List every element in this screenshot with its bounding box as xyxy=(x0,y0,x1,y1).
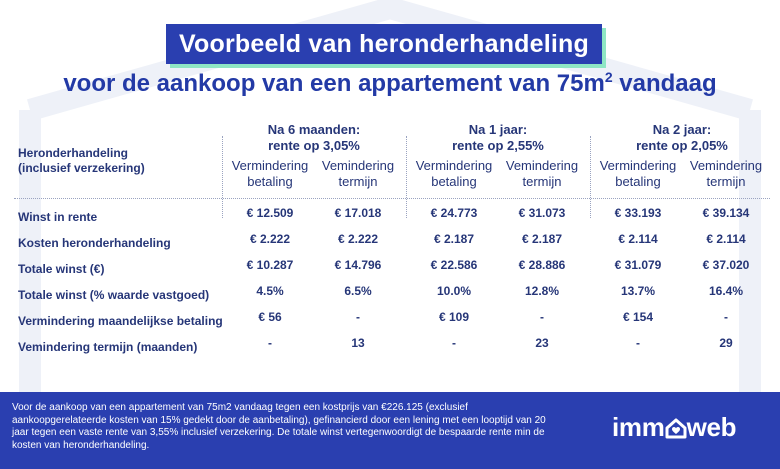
subtitle-end: vandaag xyxy=(612,70,717,97)
table-cell: € 2.187 xyxy=(433,232,475,246)
table-cell: € 154 xyxy=(622,310,654,324)
subtitle-superscript: 2 xyxy=(604,69,613,85)
table-cell: € 22.586 xyxy=(430,258,478,272)
table-cell: - xyxy=(540,310,544,324)
table-cell: 13.7% xyxy=(620,284,656,298)
row-header-line1: Heronderhandeling xyxy=(18,146,129,160)
sub-header-line2: betaling xyxy=(615,174,661,189)
group-title-line1: Na 2 jaar: xyxy=(652,122,712,137)
row-label-total-gain-eur: Totale winst (€) xyxy=(18,262,105,276)
row-label-monthly-reduction: Vermindering maandelijkse betaling xyxy=(18,314,223,328)
table-cell: € 2.114 xyxy=(618,232,658,246)
table-cell: - xyxy=(636,336,640,350)
sub-header-line2: termijn xyxy=(706,174,746,189)
sub-header-line1: Vermindering xyxy=(415,158,493,173)
column-divider xyxy=(590,136,591,218)
group-title-2-years xyxy=(594,122,770,154)
sub-header-term xyxy=(498,158,586,190)
page-title xyxy=(166,24,602,64)
table-cell: 16.4% xyxy=(708,284,744,298)
table-cell: 12.8% xyxy=(524,284,560,298)
table-cell: € 39.134 xyxy=(702,206,750,220)
sub-header-payment xyxy=(410,158,498,190)
table-row-header xyxy=(18,146,145,176)
group-title-line1: Na 1 jaar: xyxy=(468,122,528,137)
table-cell: 6.5% xyxy=(344,284,372,298)
sub-header-line2: termijn xyxy=(522,174,562,189)
group-title-1-year xyxy=(410,122,586,154)
sub-header-line2: betaling xyxy=(247,174,293,189)
table-cell: € 10.287 xyxy=(246,258,294,272)
row-label-interest-gain: Winst in rente xyxy=(18,210,98,224)
logo-text-left: imm xyxy=(612,412,665,442)
sub-header-line1: Vemindering xyxy=(321,158,395,173)
group-title-line2: rente op 2,05% xyxy=(636,138,728,153)
sub-header-line1: Vemindering xyxy=(689,158,763,173)
table-cell: € 2.114 xyxy=(706,232,746,246)
table-cell: € 33.193 xyxy=(614,206,662,220)
table-cell: € 56 xyxy=(258,310,282,324)
table-cell: € 109 xyxy=(438,310,470,324)
table-cell: 4.5% xyxy=(256,284,284,298)
renegotiation-table xyxy=(0,118,780,398)
house-heart-icon xyxy=(665,417,687,439)
sub-header-line1: Vermindering xyxy=(599,158,677,173)
table-cell: € 2.187 xyxy=(521,232,563,246)
row-label-total-gain-pct: Totale winst (% waarde vastgoed) xyxy=(18,288,210,302)
column-divider xyxy=(222,136,223,218)
table-cell: 29 xyxy=(719,336,733,350)
table-cell: 13 xyxy=(351,336,365,350)
group-title-6-months xyxy=(226,122,402,154)
sub-header-line1: Vemindering xyxy=(505,158,579,173)
table-cell: € 2.222 xyxy=(337,232,379,246)
table-cell: € 17.018 xyxy=(334,206,382,220)
group-title-line1: Na 6 maanden: xyxy=(267,122,361,137)
row-label-renegotiation-cost: Kosten heronderhandeling xyxy=(18,236,171,250)
logo-text-right: web xyxy=(686,412,737,442)
sub-header-payment xyxy=(594,158,682,190)
row-header-line2: (inclusief verzekering) xyxy=(18,161,145,175)
row-label-term-reduction: Vemindering termijn (maanden) xyxy=(18,340,198,354)
group-title-line2: rente op 3,05% xyxy=(268,138,360,153)
table-cell: 10.0% xyxy=(436,284,472,298)
table-cell: - xyxy=(268,336,272,350)
table-cell: € 31.079 xyxy=(614,258,662,272)
table-cell: - xyxy=(452,336,456,350)
table-cell: € 31.073 xyxy=(518,206,566,220)
sub-header-term xyxy=(314,158,402,190)
column-divider xyxy=(406,136,407,218)
table-cell: - xyxy=(724,310,728,324)
table-cell: € 37.020 xyxy=(702,258,750,272)
table-cell: € 12.509 xyxy=(246,206,294,220)
group-title-line2: rente op 2,55% xyxy=(452,138,544,153)
table-cell: - xyxy=(356,310,360,324)
table-cell: € 24.773 xyxy=(430,206,478,220)
sub-header-payment xyxy=(226,158,314,190)
table-cell: € 2.222 xyxy=(249,232,291,246)
table-cell: € 14.796 xyxy=(334,258,382,272)
sub-header-line2: betaling xyxy=(431,174,477,189)
sub-header-line1: Vermindering xyxy=(231,158,309,173)
table-cell: 23 xyxy=(535,336,549,350)
table-cell: € 28.886 xyxy=(518,258,566,272)
footer-disclaimer: Voor de aankoop van een appartement van 75m2 vandaag tegen een kostprijs van €226.125 (exclusief aankoopgerelateerde kosten van 15% gedekt door de aanbetaling), gefinancierd door een lening met een looptijd van 20 jaar tegen een vaste rente van 3,55% inclusief verzekering. De totale winst vertegenwoordigt de bespaarde rente min de kosten van heronderhandeling. xyxy=(12,402,546,451)
sub-header-term xyxy=(682,158,770,190)
immoweb-logo xyxy=(612,412,736,443)
footer-banner xyxy=(0,392,780,469)
page-subtitle xyxy=(0,70,780,98)
sub-header-line2: termijn xyxy=(338,174,378,189)
header-divider xyxy=(14,198,770,199)
title-text: Voorbeeld van heronderhandeling xyxy=(179,29,589,58)
subtitle-main: voor de aankoop van een appartement van 75m xyxy=(63,70,605,97)
